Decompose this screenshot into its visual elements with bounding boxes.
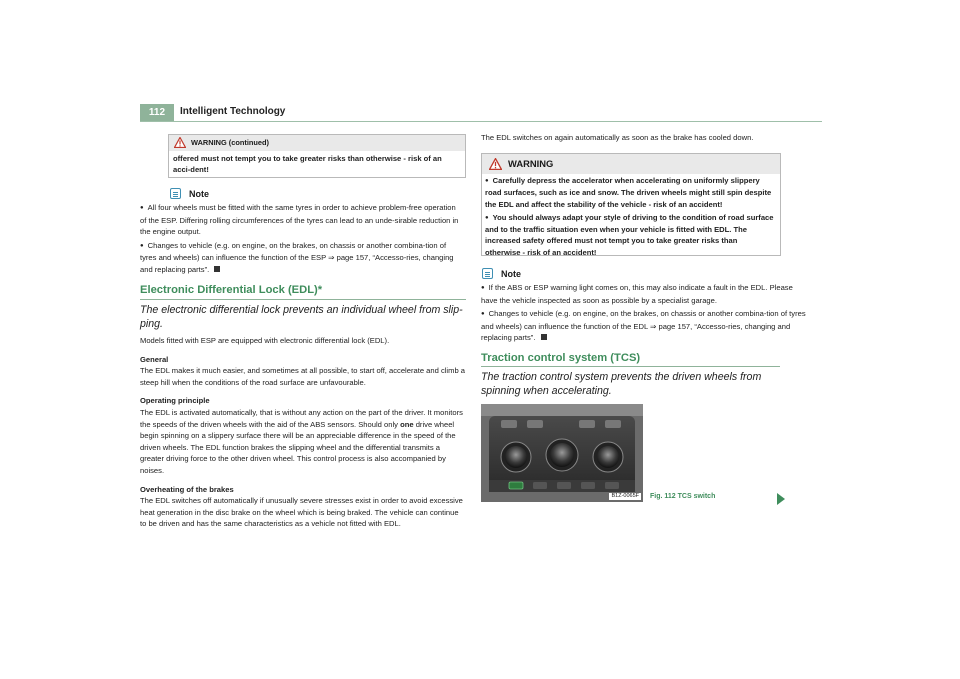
tcs-switch-figure [481,404,643,502]
figure-caption: Fig. 112 TCS switch [650,493,716,500]
warning-body [482,174,780,258]
overheating-heading: Overheating of the brakes [140,484,234,494]
op-text-2: drive wheel begin spinning on a slippery surface there will be an appreciable difference in the speed of the driven wheels. The EDL function brakes the slipping wheel and the differential transmits a greater driving force to the other driven wheel. This control process is also accompanied by noises. [140,419,456,475]
warning-continued-title: WARNING (continued) [191,138,270,147]
warning-item: ● You should always adapt your style of driving to the condition of road surface and to the traffic situation even when your vehicle is fitted with EDL. The increased safety offered must not tempt you to take greater risks than otherwise - risk of an accident! [485,212,774,258]
warning-header [482,154,780,174]
tcs-section-rule [481,366,780,367]
note-item [140,241,454,274]
warning-continued-box [168,134,466,178]
note-label: Note [501,268,521,279]
tcs-section-title: Traction control system (TCS) [481,352,641,364]
operating-principle-heading: Operating principle [140,396,210,406]
figure-code: B1Z-0065F [611,493,639,499]
warning-title: WARNING [508,158,554,169]
note-item-text: Changes to vehicle (e.g. on engine, on the brakes, on chassis or another combina-tion of tyres and wheels) can influence the function of the EDL ⇒ page 157, “Accesso-ries, changing and replacing parts”. [481,309,806,343]
op-text-1: The EDL is activated automatically, that is without any action on the part of the driver. It monitors the speeds of the driven wheels with the aid of the ABS sensors. Should only [140,407,463,429]
warning-continued-text: offered must not tempt you to take greater risks than otherwise - risk of an acci-dent! [173,154,442,174]
page-number: 112 [140,104,174,121]
edl-body [140,335,466,530]
note-header-right [482,268,521,279]
note-item: ● If the ABS or ESP warning light comes on, this may also indicate a fault in the EDL. Please have the vehicle inspected as soon as possible by a specialist garage. [481,282,811,306]
edl-lead: The electronic differential lock prevents an individual wheel from slip-ping. [140,304,463,330]
op-text-emphasis: one [400,419,414,429]
general-text: The EDL makes it much easier, and sometimes at all possible, to start off, accelerate and climb a steep hill when the conditions of the road surface are unfavourable. [140,366,465,387]
warning-icon [174,137,186,148]
next-page-arrow-icon[interactable] [777,493,785,505]
end-mark [214,266,220,272]
note-icon [170,188,181,199]
running-head: Intelligent Technology [180,106,286,117]
note-header-left [170,188,209,199]
warning-item: ● Carefully depress the accelerator when accelerating on uniformly slippery road surfaces, such as ice and snow. The driven wheels might still spin despite the EDL and affect the stability of the vehicle - risk of an accident! [485,175,774,210]
note-body-left [140,202,464,276]
edl-section-title: Electronic Differential Lock (EDL)* [140,284,323,296]
warning-continued-header [169,135,465,151]
overheating-text: The EDL switches off automatically if unusually severe stresses exist in order to avoid excessive heat generation in the disc brake on the wheel which is being braked. The vehicle can continue to be driven and has the same characteristics as a vehicle not fitted with EDL. [140,496,463,529]
note-item-text: Changes to vehicle (e.g. on engine, on the brakes, on chassis or another combina-tion of tyres and wheels) can influence the function of the ESP ⇒ page 157, “Accesso-ries, changing and replacing parts”. [140,240,454,274]
warning-icon [489,158,502,170]
operating-principle-text [140,407,466,477]
note-item: ● All four wheels must be fitted with the same tyres in order to achieve problem-free operation of the ESP. Differing rolling circumferences of the tyres can lead to an unde-sirable reduction in the engine output. [140,202,464,238]
note-body-right [481,282,811,344]
edl-switch-on-text: The EDL switches on again automatically as soon as the brake has cooled down. [481,133,754,142]
tcs-lead: The traction control system prevents the driven wheels from spinning when accelerating. [481,371,762,397]
warning-box [481,153,781,256]
header-rule [140,121,822,122]
climate-control-panel-image [481,404,643,502]
note-icon [482,268,493,279]
note-item [481,309,806,342]
general-heading: General [140,354,169,364]
edl-section-rule [140,299,466,300]
end-mark [541,334,547,340]
edl-intro: Models fitted with ESP are equipped with electronic differential lock (EDL). [140,336,390,345]
note-label: Note [189,188,209,199]
